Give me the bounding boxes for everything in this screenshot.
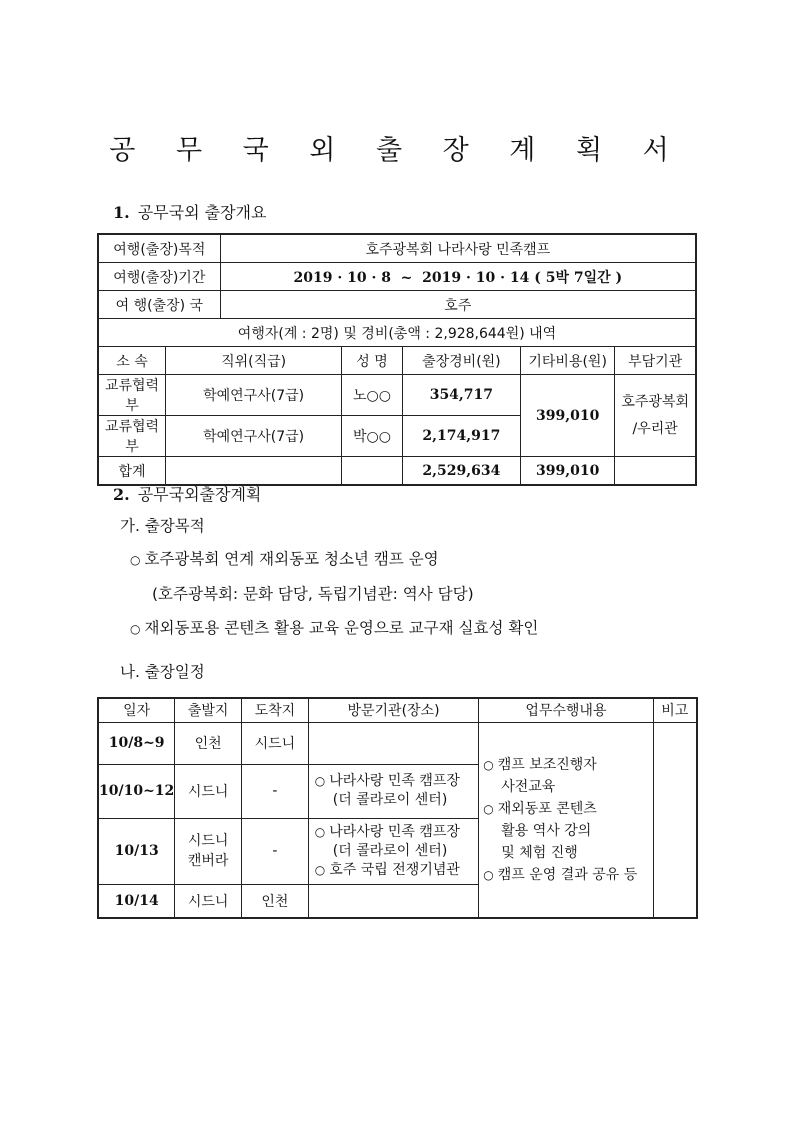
schedule-to: 시드니 [242, 722, 309, 764]
purpose-item-text: 호주광복회 연계 재외동포 청소년 캠프 운영 [144, 550, 439, 568]
section2-title: 공무국외출장계획 [137, 485, 262, 504]
agency-cell [615, 375, 696, 457]
section2-heading [113, 482, 261, 505]
visit-text-cont: (더 콜라로이 센터) [332, 842, 448, 859]
section1-number: 1. [113, 203, 130, 222]
visit-item [315, 823, 478, 842]
agency-line2: /우리관 [632, 420, 678, 437]
duty-text-cont: 사전교육 [501, 778, 556, 795]
header-position: 직위(직급) [166, 347, 342, 375]
schedule-from: 시드니 [175, 884, 242, 918]
period-label: 여행(출장)기간 [98, 263, 220, 291]
purpose-label: 여행(출장)목적 [98, 234, 220, 263]
visit-text: 호주 국립 전쟁기념관 [329, 861, 460, 878]
schedule-to: - [242, 764, 309, 818]
overview-table [97, 233, 697, 486]
schedule-to: 인천 [242, 884, 309, 918]
header-date: 일자 [98, 698, 175, 722]
total-empty [166, 457, 342, 486]
schedule-header-row [98, 698, 697, 722]
schedule-table [97, 697, 698, 919]
travel-summary: 여행자(계 : 2명) 및 경비(총액 : 2,928,644원) 내역 [98, 319, 696, 347]
schedule-date: 10/8~9 [98, 722, 175, 764]
row-position: 학예연구사(7급) [166, 416, 342, 457]
bullet-icon: ○ [130, 622, 141, 636]
other-cost: 399,010 [520, 375, 614, 457]
duty-text: 재외동포 콘텐츠 [497, 800, 597, 817]
duty-text: 캠프 운영 결과 공유 등 [497, 866, 638, 883]
schedule-from-line2: 캔버라 [187, 853, 229, 869]
total-label: 합계 [98, 457, 166, 486]
schedule-date: 10/10~12 [98, 764, 175, 818]
visit-text-cont: (더 콜라로이 센터) [332, 792, 448, 808]
table-row [98, 375, 696, 416]
bullet-icon: ○ [314, 862, 326, 877]
schedule-visit [308, 818, 478, 884]
header-dept: 소 속 [98, 347, 166, 375]
sub-heading-purpose: 가. 출장목적 [120, 517, 205, 535]
row-name: 노○○ [342, 375, 403, 416]
total-other: 399,010 [520, 457, 614, 486]
header-duty: 업무수행내용 [479, 698, 653, 722]
purpose-item-note: (호주광복회: 문화 담당, 독립기념관: 역사 담당) [152, 585, 474, 603]
schedule-date: 10/13 [98, 818, 175, 884]
row-dept: 교류협력부 [98, 416, 166, 457]
section1-heading [113, 200, 266, 223]
visit-text: 나라사랑 민족 캠프장 [329, 823, 460, 840]
header-visit: 방문기관(장소) [308, 698, 478, 722]
schedule-visit [308, 884, 478, 918]
country-value: 호주 [220, 291, 696, 319]
row-dept: 교류협력부 [98, 375, 166, 416]
bullet-icon: ○ [130, 553, 141, 567]
header-note: 비고 [653, 698, 697, 722]
bullet-icon: ○ [483, 757, 494, 772]
schedule-to: - [242, 818, 309, 884]
row-name: 박○○ [342, 416, 403, 457]
purpose-item [130, 616, 538, 638]
agency-line1: 호주광복회 [621, 393, 689, 410]
header-from: 출발지 [175, 698, 242, 722]
purpose-value: 호주광복회 나라사랑 민족캠프 [220, 234, 696, 263]
total-cost: 2,529,634 [402, 457, 520, 486]
duty-text-cont: 및 체험 진행 [501, 844, 578, 861]
bullet-icon: ○ [483, 801, 494, 816]
schedule-from: 시드니 [175, 764, 242, 818]
sub-heading-schedule: 나. 출장일정 [120, 663, 205, 681]
total-row [98, 457, 696, 486]
table-row [98, 722, 697, 764]
visit-item [315, 772, 478, 791]
header-to: 도착지 [242, 698, 309, 722]
header-agency: 부담기관 [615, 347, 696, 375]
header-name: 성 명 [342, 347, 403, 375]
period-value: 2019 · 10 · 8 ~ 2019 · 10 · 14 ( 5박 7일간 ) [220, 263, 696, 291]
row-cost: 2,174,917 [402, 416, 520, 457]
purpose-item-text: 재외동포용 콘텐츠 활용 교육 운영으로 교구재 실효성 확인 [144, 619, 539, 637]
schedule-from-line1: 시드니 [187, 833, 229, 849]
schedule-from: 인천 [175, 722, 242, 764]
row-cost: 354,717 [402, 375, 520, 416]
purpose-item [130, 547, 439, 569]
duty-item [483, 864, 652, 886]
visit-item [315, 861, 478, 880]
total-empty [342, 457, 403, 486]
schedule-date: 10/14 [98, 884, 175, 918]
duty-item [483, 754, 652, 776]
duty-text-cont: 활용 역사 강의 [501, 822, 592, 839]
overview-header-row [98, 347, 696, 375]
visit-text: 나라사랑 민족 캠프장 [329, 773, 460, 789]
page-title: 공 무 국 외 출 장 계 획 서 [109, 135, 685, 166]
schedule-visit [308, 764, 478, 818]
section1-title: 공무국외 출장개요 [137, 203, 267, 222]
schedule-from [175, 818, 242, 884]
schedule-visit [308, 722, 478, 764]
header-other: 기타비용(원) [520, 347, 614, 375]
bullet-icon: ○ [314, 774, 326, 788]
bullet-icon: ○ [314, 824, 326, 839]
section2-number: 2. [113, 485, 130, 504]
total-empty [615, 457, 696, 486]
header-cost: 출장경비(원) [402, 347, 520, 375]
duty-cell [479, 722, 653, 918]
bullet-icon: ○ [483, 867, 494, 882]
schedule-note [653, 722, 697, 918]
duty-item [483, 798, 652, 820]
country-label: 여 행(출장) 국 [98, 291, 220, 319]
duty-text: 캠프 보조진행자 [497, 756, 597, 773]
row-position: 학예연구사(7급) [166, 375, 342, 416]
